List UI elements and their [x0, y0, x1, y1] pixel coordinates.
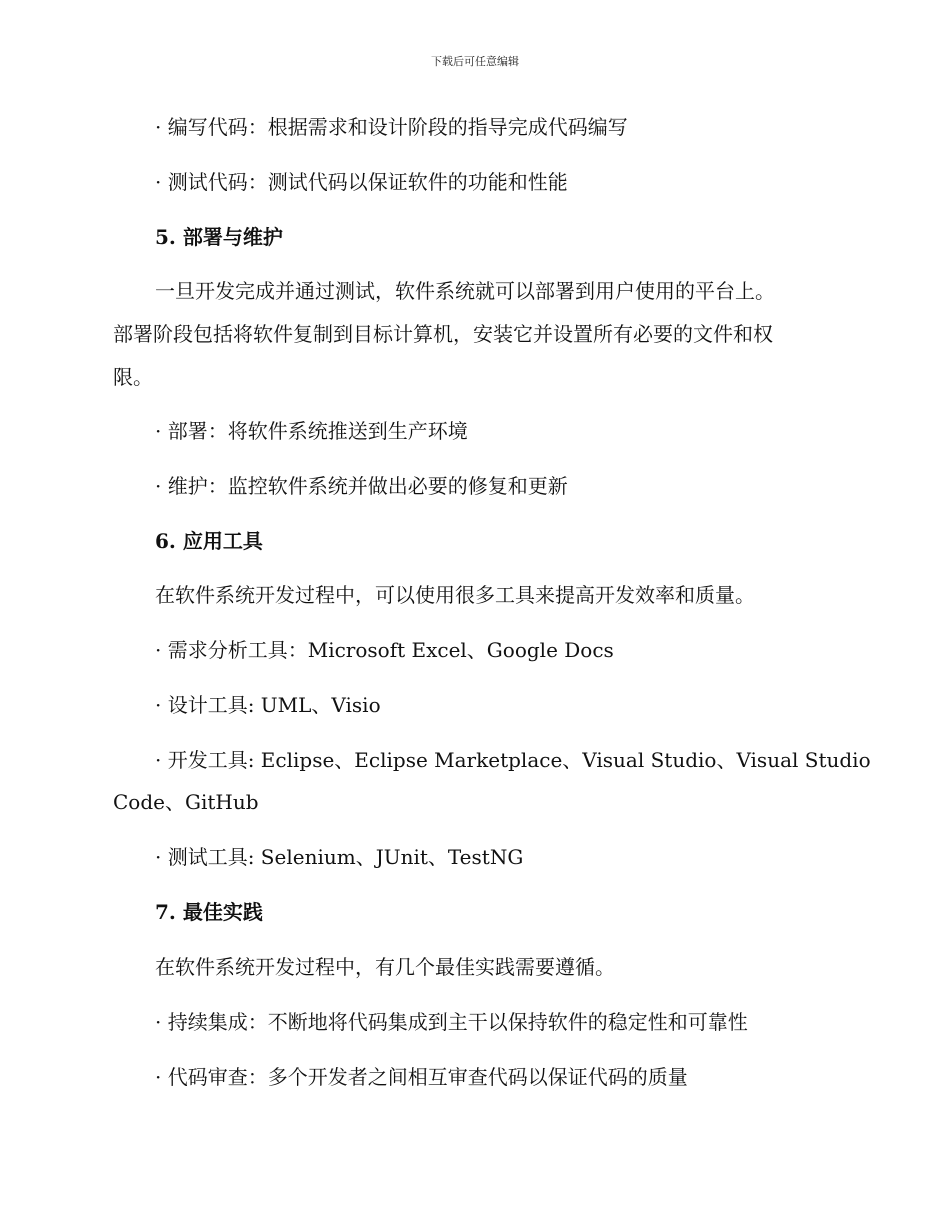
- bullet-continuous-integration: · 持续集成：不断地将代码集成到主干以保持软件的稳定性和可靠性: [155, 1010, 748, 1034]
- bullet-write-code: · 编写代码：根据需求和设计阶段的指导完成代码编写: [155, 115, 628, 139]
- bullet-test-tools: · 测试工具: Selenium、JUnit、TestNG: [155, 845, 524, 869]
- bullet-test-code: · 测试代码：测试代码以保证软件的功能和性能: [155, 170, 568, 194]
- section-heading-tools: 6. 应用工具: [155, 529, 263, 553]
- bullet-code-review: · 代码审查：多个开发者之间相互审查代码以保证代码的质量: [155, 1065, 688, 1089]
- bullet-maintain: · 维护：监控软件系统并做出必要的修复和更新: [155, 474, 568, 498]
- bullet-dev-tools-line-2: Code、GitHub: [113, 790, 259, 814]
- paragraph-deploy-line-3: 限。: [113, 365, 153, 389]
- bullet-dev-tools-line-1: · 开发工具: Eclipse、Eclipse Marketplace、Visual Studio、Visual Studio: [155, 748, 871, 772]
- page-header: 下载后可任意编辑: [431, 55, 519, 68]
- bullet-requirements-tools: · 需求分析工具：Microsoft Excel、Google Docs: [155, 638, 614, 662]
- paragraph-deploy-line-2: 部署阶段包括将软件复制到目标计算机，安装它并设置所有必要的文件和权: [113, 322, 773, 346]
- paragraph-deploy-line-1: 一旦开发完成并通过测试，软件系统就可以部署到用户使用的平台上。: [155, 279, 775, 303]
- paragraph-best-practices: 在软件系统开发过程中，有几个最佳实践需要遵循。: [155, 955, 615, 979]
- bullet-design-tools: · 设计工具: UML、Visio: [155, 693, 381, 717]
- section-heading-deploy-maintain: 5. 部署与维护: [155, 225, 283, 249]
- bullet-deploy: · 部署：将软件系统推送到生产环境: [155, 419, 468, 443]
- section-heading-best-practices: 7. 最佳实践: [155, 900, 263, 924]
- paragraph-tools: 在软件系统开发过程中，可以使用很多工具来提高开发效率和质量。: [155, 583, 755, 607]
